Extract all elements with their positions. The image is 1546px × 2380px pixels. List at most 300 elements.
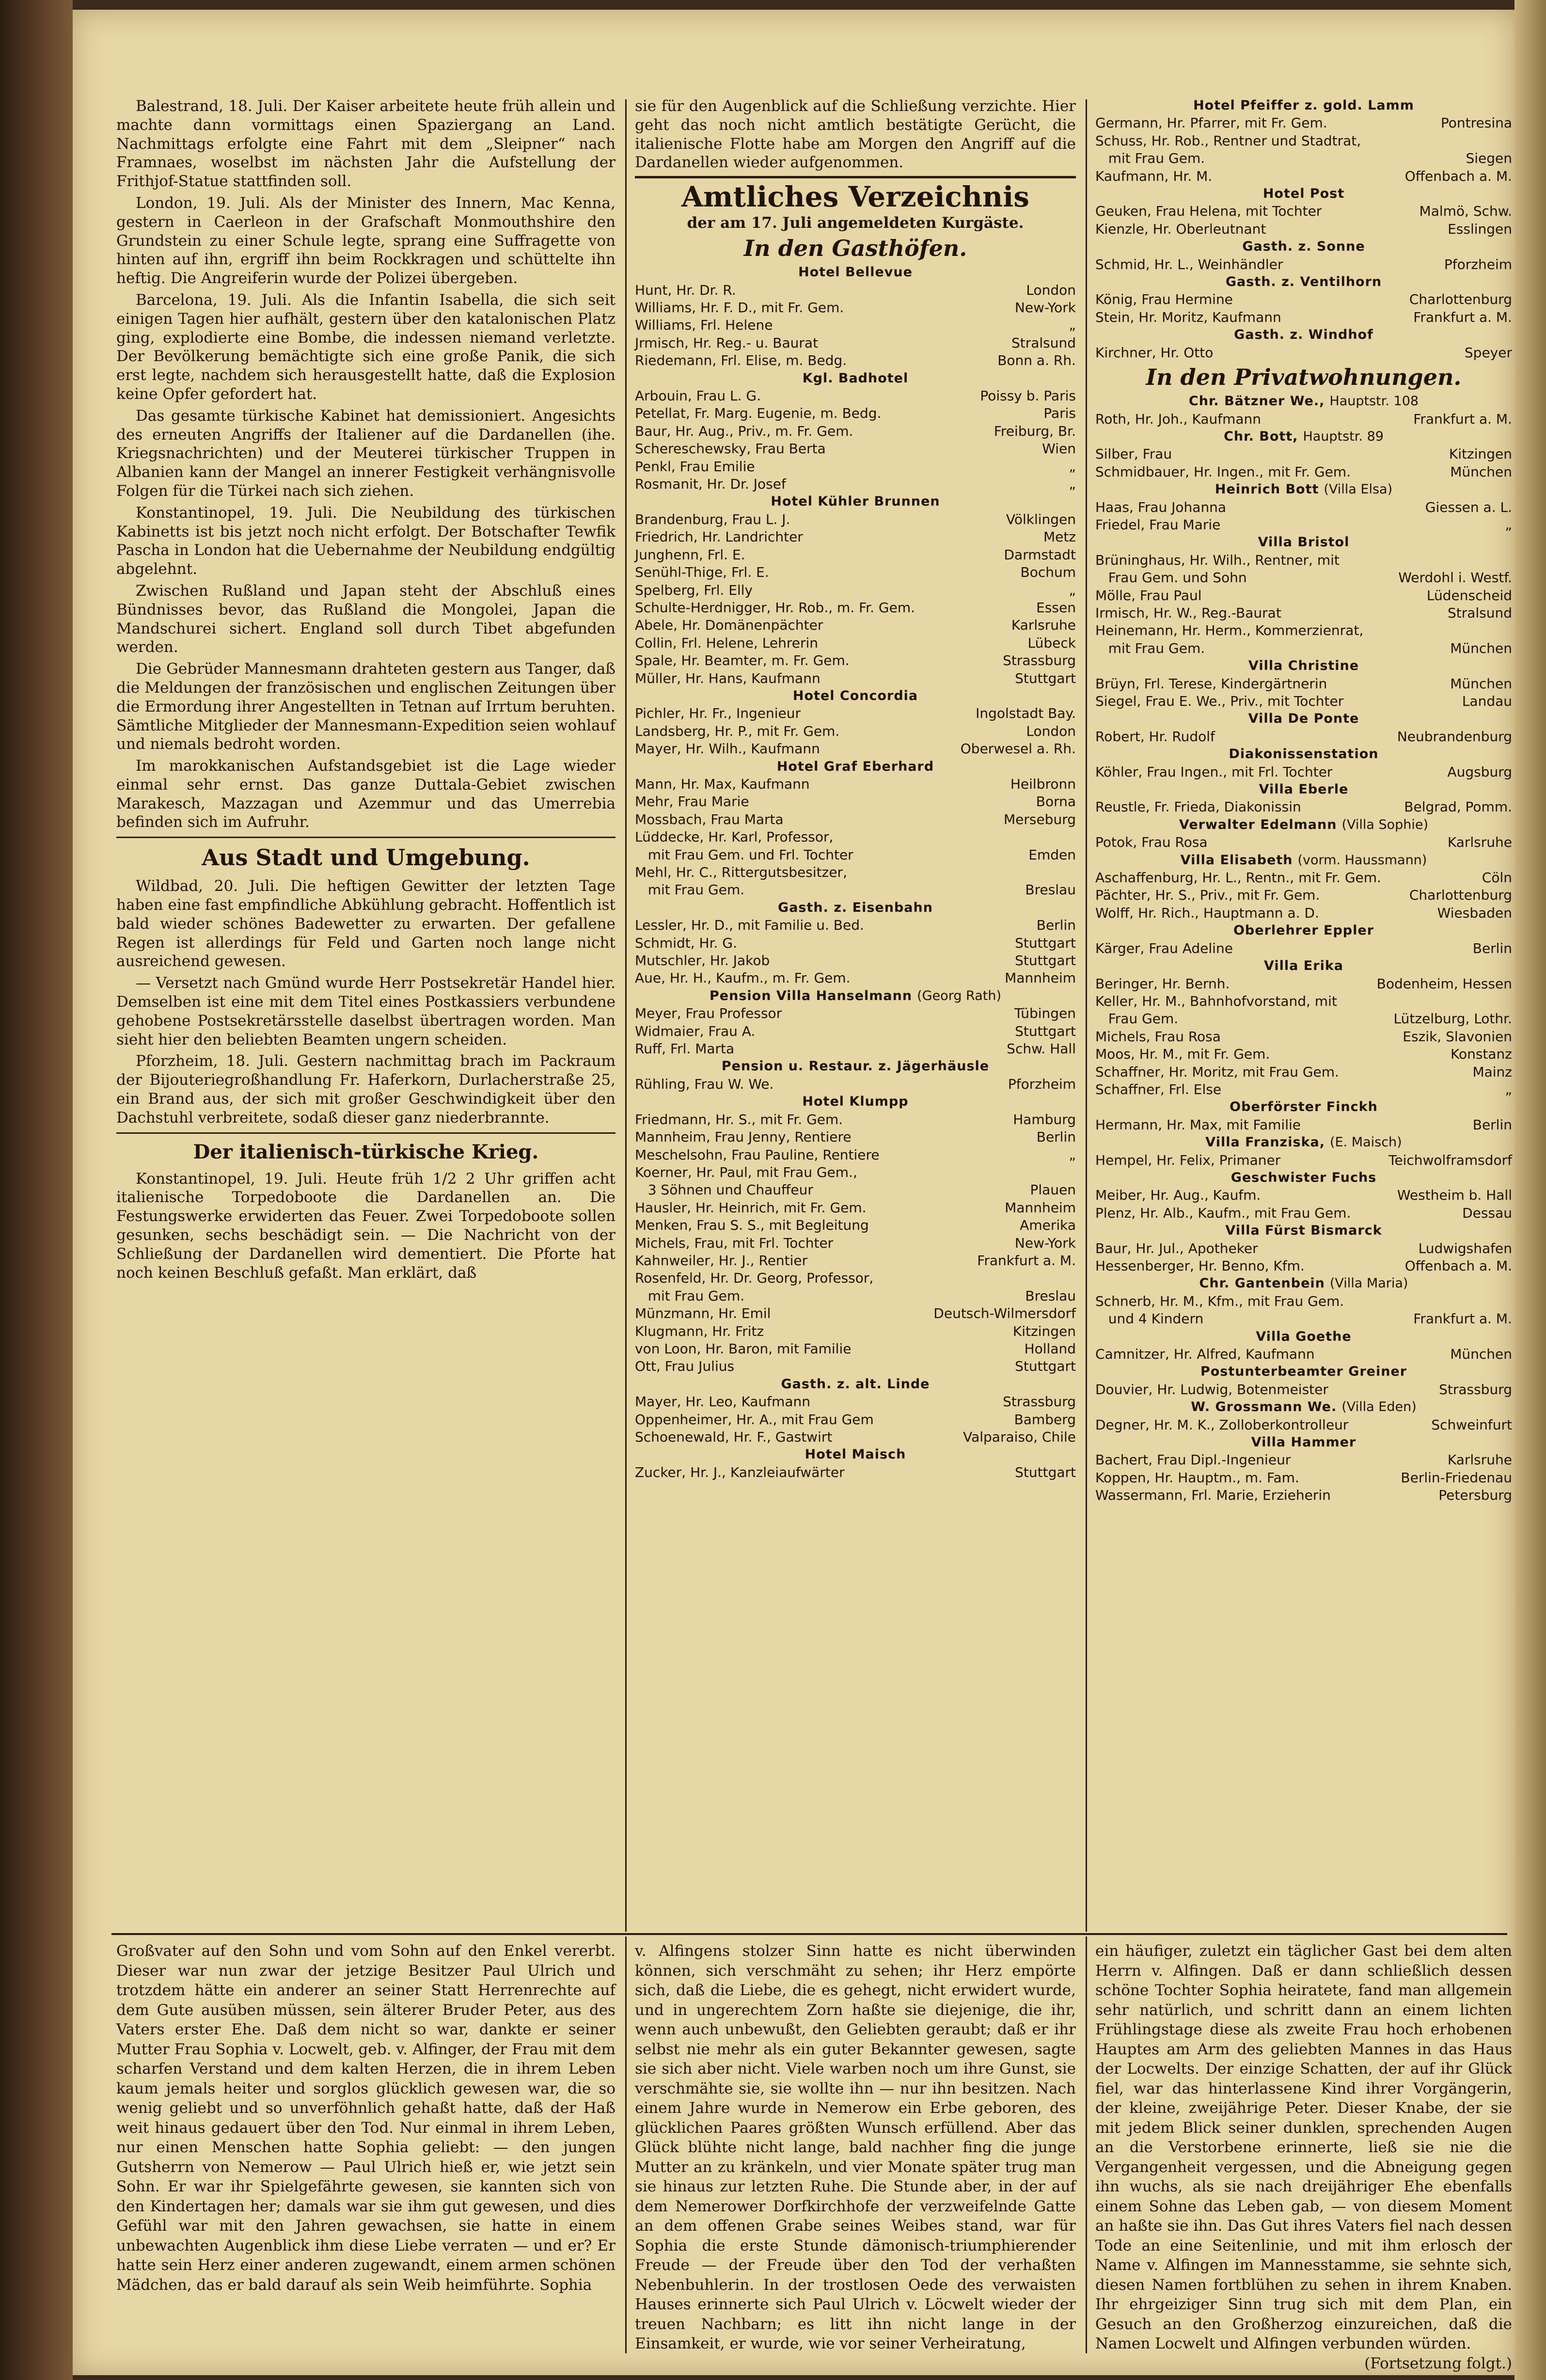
- guest-entry: [1095, 114, 1512, 132]
- guest-entry: [635, 1181, 1076, 1199]
- guest-name: Keller, Hr. M., Bahnhofvorstand, mit: [1095, 993, 1337, 1009]
- guest-name: Mann, Hr. Max, Kaufmann: [635, 776, 810, 792]
- lodging-name: Villa Franziska,: [1205, 1135, 1325, 1150]
- guest-entry: [1095, 975, 1512, 993]
- guest-name: Brandenburg, Frau L. J.: [635, 511, 790, 527]
- serial-novel-column-3: [1095, 1941, 1512, 2372]
- lodging-name: Villa Erika: [1264, 958, 1343, 974]
- lodging-name: Villa Christine: [1248, 658, 1359, 674]
- lodging-heading: [1095, 326, 1512, 344]
- guest-name: Lessler, Hr. D., mit Familie u. Bed.: [635, 917, 864, 934]
- guest-entry: [1095, 1152, 1512, 1169]
- guest-entry: [1095, 940, 1512, 957]
- lodging-heading: [635, 370, 1076, 387]
- lodging-heading: [1095, 1328, 1512, 1346]
- guest-hometown: Stuttgart: [1015, 1464, 1076, 1480]
- lodging-heading: [1095, 238, 1512, 255]
- guest-name: Münzmann, Hr. Emil: [635, 1305, 771, 1322]
- guest-entry: [635, 740, 1076, 758]
- guest-entry: [635, 1411, 1076, 1428]
- guest-hometown: Charlottenburg: [1409, 887, 1512, 904]
- guest-hometown: New-York: [1014, 1235, 1076, 1251]
- guest-entry: [1095, 604, 1512, 622]
- guest-name: Plenz, Hr. Alb., Kaufm., mit Frau Gem.: [1095, 1205, 1351, 1221]
- guest-hometown: Berlin: [1036, 1129, 1076, 1145]
- guest-name: Schoenewald, Hr. F., Gastwirt: [635, 1429, 833, 1445]
- guest-name: Germann, Hr. Pfarrer, mit Fr. Gem.: [1095, 115, 1327, 131]
- guest-entry: [1095, 411, 1512, 428]
- guest-entry: [1095, 256, 1512, 273]
- inn-guest-lists: [1095, 97, 1512, 362]
- lodging-name: W. Grossmann We.: [1191, 1399, 1337, 1415]
- guest-name: Hempel, Hr. Felix, Primaner: [1095, 1152, 1281, 1168]
- lodging-heading: [1095, 1169, 1512, 1187]
- guest-name: Zucker, Hr. J., Kanzleiaufwärter: [635, 1464, 845, 1480]
- guest-entry: [635, 1111, 1076, 1128]
- guest-entry: [635, 864, 1076, 881]
- guest-name: Rosmanit, Hr. Dr. Josef: [635, 476, 786, 492]
- guest-entry: [1095, 728, 1512, 746]
- section-divider: [116, 837, 615, 838]
- news-paragraph: Zwischen Rußland und Japan steht der Abschluß eines Bündnisses bevor, das Rußland die Mongolei, Japan die Mandschurei sichert. England soll durch Tibet abgefunden werden.: [116, 582, 615, 656]
- guest-name: Mannheim, Frau Jenny, Rentiere: [635, 1129, 852, 1145]
- guest-hometown: Teichwolframsdorf: [1388, 1152, 1512, 1168]
- guest-name: Klugmann, Hr. Fritz: [635, 1323, 764, 1339]
- lodging-name: Gasth. z. Eisenbahn: [778, 900, 933, 915]
- lodging-heading: [635, 1058, 1076, 1075]
- guest-hometown: Strassburg: [1439, 1381, 1512, 1397]
- guest-name: und 4 Kindern: [1095, 1311, 1204, 1327]
- guest-hometown: Stuttgart: [1015, 1358, 1076, 1375]
- guest-entry: [635, 952, 1076, 969]
- lodging-name: Hotel Maisch: [805, 1447, 906, 1462]
- guest-hometown: Heilbronn: [1010, 776, 1076, 792]
- news-paragraph: Barcelona, 19. Juli. Als die Infantin Isabella, die sich seit einigen Tagen hier aufhält, gestern über den katalonischen Platz ging, explodierte eine Bombe, die indessen niemand verletzte. Der Bevölkerung bemächtigte sich eine große Panik, die sich erst legte, nachdem sich herausgestellt hatte, daß die Explosion keine Opfer gefordert hat.: [116, 291, 615, 403]
- guest-hometown: Ingolstadt Bay.: [976, 705, 1076, 722]
- guest-entry: [635, 617, 1076, 634]
- guest-entry: [635, 1358, 1076, 1375]
- guest-hometown: Borna: [1036, 793, 1076, 810]
- guest-entry: [1095, 640, 1512, 657]
- guest-hometown: Augsburg: [1447, 763, 1512, 780]
- column-rule-1: [625, 99, 627, 1932]
- guest-entry: [635, 334, 1076, 352]
- guest-name: Menken, Frau S. S., mit Begleitung: [635, 1217, 869, 1234]
- lodging-name: Chr. Bott,: [1224, 428, 1298, 444]
- guest-entry: [635, 1023, 1076, 1040]
- guest-entry: [635, 969, 1076, 987]
- guest-entry: [635, 1287, 1076, 1305]
- guest-name: Koppen, Hr. Hauptm., m. Fam.: [1095, 1469, 1299, 1486]
- guest-entry: [1095, 1346, 1512, 1363]
- lodging-heading: [1095, 534, 1512, 551]
- guest-entry: [1095, 1381, 1512, 1398]
- guest-entry: [635, 476, 1076, 493]
- private-lodging-guest-lists: [1095, 393, 1512, 1505]
- guest-name: Baur, Hr. Aug., Priv., m. Fr. Gem.: [635, 423, 853, 439]
- serial-novel-text: Großvater auf den Sohn und vom Sohn auf den Enkel vererbt. Dieser war nun zwar der jetzige Besitzer Paul Ulrich und trotzdem hätte ein anderer an seiner Statt Herrenrechte auf dem Gute ausüben müssen, sein älterer Bruder Peter, aus des Vaters erster Ehe. Daß dem nicht so war, dankte er seiner Mutter Frau Sophia v. Locwelt, geb. v. Alfinger, der Frau mit dem scharfen Verstand und dem kalten Herzen, die in ihrem Leben kaum jemals heiter und sorglos glücklich gewesen war, die so wenig geliebt und so unverföhnlich gehaßt hatte, daß der Haß weit hinaus gedauert über den Tod. Nur einmal in ihrem Leben, nur einen Menschen hatte Sophia geliebt: — den jungen Gutsherrn von Nemerow — Paul Ulrich hieß er, wie jetzt sein Sohn. Er war ihr Spielgefährte gewesen, sie kannten sich von den Kindertagen her; damals war sie ihm gut gewesen, und dies Gefühl war mit den Jahren gewachsen, sie hatte in einem unbewachten Augenblick ihm diese Liebe verraten — und er? Er hatte sein Herz einer anderen zugewandt, einem armen schönen Mädchen, das er bald darauf als sein Weib heimführte. Sophia: [116, 1942, 615, 2294]
- guest-name: Petellat, Fr. Marg. Eugenie, m. Bedg.: [635, 405, 882, 422]
- guest-name: Friedel, Frau Marie: [1095, 516, 1221, 533]
- guest-hometown: Mannheim: [1005, 1199, 1076, 1216]
- guest-entry: [635, 1076, 1076, 1093]
- guest-hometown: „: [1069, 317, 1076, 333]
- lodging-heading: [1095, 1398, 1512, 1416]
- guest-hometown: „: [1069, 476, 1076, 492]
- guest-entry: [635, 1269, 1076, 1287]
- lodging-name: Hotel Post: [1262, 186, 1345, 202]
- guest-name: Moos, Hr. M., mit Fr. Gem.: [1095, 1046, 1270, 1063]
- guest-name: Reustle, Fr. Frieda, Diakonissin: [1095, 799, 1301, 815]
- guest-hometown: Hamburg: [1013, 1111, 1076, 1127]
- guest-name: mit Frau Gem.: [635, 1287, 745, 1304]
- guest-entry: [1095, 499, 1512, 516]
- guest-entry: [1095, 993, 1512, 1010]
- guest-hometown: Belgrad, Pomm.: [1404, 799, 1512, 815]
- guest-name: Mayer, Hr. Wilh., Kaufmann: [635, 741, 820, 757]
- lodging-heading: [635, 899, 1076, 917]
- guest-entry: [1095, 1257, 1512, 1275]
- guest-entry: [1095, 168, 1512, 185]
- guest-entry: [635, 423, 1076, 440]
- guest-hometown: Frankfurt a. M.: [1413, 309, 1512, 325]
- lodging-name: Hotel Klumpp: [802, 1094, 909, 1110]
- guest-hometown: Plauen: [1030, 1182, 1076, 1198]
- guest-hometown: Strassburg: [1003, 652, 1076, 669]
- guest-name: Pächter, Hr. S., Priv., mit Fr. Gem.: [1095, 887, 1320, 904]
- feuilleton-rule-2: [1086, 1936, 1087, 2353]
- guest-name: von Loon, Hr. Baron, mit Familie: [635, 1340, 852, 1357]
- news-paragraph: London, 19. Juli. Als der Minister des Innern, Mac Kenna, gestern in Caerleon in der Grafschaft Monmouthshire den Grundstein zu einer Schule legte, sprang eine Suffragette von hinten auf ihn, ergriff ihn beim Rockkragen und schüttelte ihn heftig. Die Angreiferin wurde der Polizei übergeben.: [116, 194, 615, 287]
- guest-hometown: Stralsund: [1011, 334, 1076, 351]
- news-paragraph: Die Gebrüder Mannesmann drahteten gestern aus Tanger, daß die Meldungen der französischen und englischen Zeitungen über die Ermordung ihrer Angestellten in Tetnan auf Irrtum beruhten. Sämtliche Mitglieder der Mannesmann-Expedition seien wohlauf und niemals bedroht worden.: [116, 660, 615, 753]
- guest-name: Arbouin, Frau L. G.: [635, 388, 761, 404]
- guest-entry: [1095, 1063, 1512, 1081]
- guest-entry: [1095, 291, 1512, 308]
- guest-name: Wolff, Hr. Rich., Hauptmann a. D.: [1095, 904, 1319, 921]
- guest-name: Mehl, Hr. C., Rittergutsbesitzer,: [635, 864, 847, 880]
- guest-name: Wassermann, Frl. Marie, Erzieherin: [1095, 1487, 1331, 1504]
- guest-list-column-2: [1095, 97, 1512, 1929]
- guest-name: Douvier, Hr. Ludwig, Botenmeister: [1095, 1381, 1328, 1397]
- guest-name: Kärger, Frau Adeline: [1095, 940, 1233, 956]
- lodging-heading: [1095, 97, 1512, 114]
- news-paragraph: Wildbad, 20. Juli. Die heftigen Gewitter der letzten Tage haben eine fast empfindliche Abkühlung gebracht. Hoffentlich ist bald wieder schönes Badewetter zu erwarten. Der gefallene Regen ist allerdings für Feld und Garten noch lange nicht ausreichend gewesen.: [116, 877, 615, 970]
- lodging-name: Postunterbeamter Greiner: [1200, 1364, 1407, 1380]
- guest-hometown: Dessau: [1462, 1205, 1512, 1221]
- guest-name: Schmid, Hr. L., Weinhändler: [1095, 256, 1283, 272]
- guest-entry: [635, 1040, 1076, 1058]
- lodging-name: Gasth. z. alt. Linde: [781, 1376, 930, 1392]
- guest-name: Silber, Frau: [1095, 446, 1172, 462]
- guest-hometown: Freiburg, Br.: [994, 423, 1076, 439]
- guest-name: Oppenheimer, Hr. A., mit Frau Gem: [635, 1411, 874, 1428]
- serial-novel-column-2: [635, 1941, 1076, 2353]
- guest-entry: [635, 387, 1076, 405]
- guest-name: Schnerb, Hr. M., Kfm., mit Frau Gem.: [1095, 1293, 1344, 1309]
- guest-hometown: Karlsruhe: [1011, 617, 1076, 634]
- lodging-name: Heinrich Bott: [1215, 482, 1319, 497]
- guest-entry: [635, 299, 1076, 317]
- lodging-name: Villa Elisabeth: [1180, 852, 1293, 868]
- guest-name: Aschaffenburg, Hr. L., Rentn., mit Fr. Gem.: [1095, 870, 1381, 886]
- news-paragraph: Konstantinopel, 19. Juli. Die Neubildung des türkischen Kabinetts ist bis jetzt noch nicht erfolgt. Der Botschafter Tewfik Pascha in London hat die Uebernahme der Neubildung endgültig abgelehnt.: [116, 504, 615, 578]
- news-articles: [116, 97, 615, 832]
- guest-entry: [1095, 309, 1512, 326]
- guest-hometown: Giessen a. L.: [1425, 499, 1512, 515]
- lodging-heading: [1095, 1275, 1512, 1292]
- guest-entry: [1095, 763, 1512, 781]
- guest-name: Michels, Frau Rosa: [1095, 1028, 1221, 1045]
- lodging-name: Geschwister Fuchs: [1230, 1170, 1377, 1185]
- lodging-heading: [635, 758, 1076, 776]
- guest-hometown: Esslingen: [1448, 221, 1512, 237]
- guest-hometown: Offenbach a. M.: [1404, 168, 1512, 184]
- guest-entry: [635, 917, 1076, 934]
- guest-name: Brüyn, Frl. Terese, Kindergärtnerin: [1095, 675, 1327, 692]
- guest-name: Geuken, Frau Helena, mit Tochter: [1095, 203, 1322, 220]
- guest-entry: [635, 705, 1076, 722]
- guest-name: Mehr, Frau Marie: [635, 793, 749, 810]
- newspaper-page: [73, 10, 1514, 2375]
- lodging-heading: [635, 1446, 1076, 1463]
- guest-hometown: Bochum: [1020, 564, 1076, 581]
- guest-name: Meiber, Hr. Aug., Kaufm.: [1095, 1187, 1261, 1204]
- lodging-heading: [1095, 1098, 1512, 1116]
- guest-hometown: Essen: [1036, 599, 1076, 616]
- guest-name: Frau Gem. und Sohn: [1095, 570, 1247, 586]
- feuilleton-rule: [111, 1933, 1507, 1935]
- lodging-name: Hotel Graf Eberhard: [776, 759, 934, 774]
- guest-hometown: Lützelburg, Lothr.: [1393, 1011, 1512, 1027]
- guest-hometown: Pontresina: [1440, 115, 1512, 131]
- guest-entry: [1095, 1046, 1512, 1063]
- guest-entry: [1095, 344, 1512, 362]
- guest-name: Junghenn, Frl. E.: [635, 546, 745, 563]
- guest-entry: [1095, 798, 1512, 816]
- guest-hometown: Karlsruhe: [1447, 834, 1512, 851]
- guest-name: Rosenfeld, Hr. Dr. Georg, Professor,: [635, 1270, 874, 1286]
- guest-entry: [635, 846, 1076, 864]
- guest-name: König, Frau Hermine: [1095, 291, 1233, 308]
- guest-hometown: Wien: [1042, 441, 1076, 457]
- guest-hometown: Petersburg: [1438, 1487, 1512, 1504]
- guest-entry: [635, 1428, 1076, 1446]
- guest-hometown: Völklingen: [1006, 511, 1076, 527]
- lodging-heading: [1095, 816, 1512, 834]
- guest-hometown: Frankfurt a. M.: [977, 1252, 1076, 1269]
- guest-entry: [635, 1128, 1076, 1146]
- to-be-continued: (Fortsetzung folgt.): [1364, 2354, 1512, 2372]
- guest-hometown: Mainz: [1472, 1063, 1512, 1080]
- guest-hometown: Mannheim: [1005, 970, 1076, 986]
- guest-entry: [1095, 1010, 1512, 1028]
- guest-name: Spale, Hr. Beamter, m. Fr. Gem.: [635, 652, 850, 669]
- guest-hometown: Lübeck: [1027, 635, 1076, 651]
- guest-hometown: Pforzheim: [1008, 1076, 1076, 1092]
- lodging-address: (Georg Rath): [917, 988, 1001, 1003]
- lodging-heading: [635, 493, 1076, 510]
- guest-entry: [1095, 834, 1512, 851]
- guest-name: Hausler, Hr. Heinrich, mit Fr. Gem.: [635, 1199, 867, 1216]
- guest-name: Schereschewsky, Frau Berta: [635, 441, 826, 457]
- guest-name: Spelberg, Frl. Elly: [635, 582, 753, 598]
- lodging-address: (Villa Sophie): [1341, 817, 1429, 832]
- guest-hometown: Karlsruhe: [1447, 1452, 1512, 1468]
- lodging-name: Hotel Bellevue: [798, 265, 913, 280]
- guest-hometown: Frankfurt a. M.: [1413, 411, 1512, 427]
- guest-entry: [635, 317, 1076, 334]
- guest-hometown: Breslau: [1025, 1287, 1076, 1304]
- guest-entry: [635, 1217, 1076, 1234]
- guest-hometown: Paris: [1043, 405, 1076, 422]
- guest-name: Meschelsohn, Frau Pauline, Rentiere: [635, 1146, 880, 1163]
- guest-hometown: Metz: [1043, 529, 1076, 545]
- guest-entry: [635, 582, 1076, 599]
- guest-hometown: Kitzingen: [1012, 1323, 1076, 1339]
- guest-hometown: Bodenheim, Hessen: [1376, 975, 1512, 992]
- lodging-name: Gasth. z. Sonne: [1242, 239, 1365, 254]
- guest-name: 3 Söhnen und Chauffeur: [635, 1182, 813, 1198]
- serial-novel-text: ein häufiger, zuletzt ein täglicher Gast bei dem alten Herrn v. Alfingen. Daß er dann schließlich dessen schöne Tochter Sophia heiratete, fand man allgemein sehr natürlich, und schritt dann an einem lichten Frühlingstage diese als zweite Frau hoch erhobenen Hauptes am Arm des geliebten Mannes in das Haus der Locwelts. Der einzige Schatten, der auf ihr Glück fiel, war das hinterlassene Kind ihrer Vorgängerin, der kleine, zweijährige Peter. Dieser Knabe, der sie mit jedem Blick seiner dunklen, sprechenden Augen an die Verstorbene erinnerte, ließ sie nie die Vergangenheit vergessen, und die Abneigung gegen ihn wuchs, als sie nach dreijähriger Ehe ebenfalls einem Sohne das Leben gab, — von diesem Moment an haßte sie ihn. Das Gut ihres Vaters fiel nach dessen Tode an eine Seitenlinie, und mit ihm erlosch der Name v. Alfingen im Mannesstamme, sie sehnte sich, diesen Namen fortblühen zu sehen in ihrem Knaben. Ihr ehrgeiziger Sinn trug sich mit dem Plan, ein Gesuch an den Großherzog einzureichen, daß die Namen Locwelt und Alfingen verbunden würden.: [1095, 1942, 1512, 2352]
- guest-hometown: Siegen: [1466, 150, 1512, 167]
- guest-entry: [635, 511, 1076, 528]
- guest-name: Michels, Frau, mit Frl. Tochter: [635, 1235, 834, 1251]
- guest-hometown: Wiesbaden: [1437, 904, 1512, 921]
- lodging-heading: [1095, 428, 1512, 445]
- guest-hometown: Speyer: [1464, 344, 1512, 361]
- guest-name: Schmidt, Hr. G.: [635, 935, 737, 951]
- guest-name: Rühling, Frau W. We.: [635, 1076, 774, 1092]
- guest-entry: [635, 1340, 1076, 1358]
- lodging-name: Pension Villa Hanselmann: [710, 988, 913, 1003]
- guest-name: Hunt, Hr. Dr. R.: [635, 282, 736, 298]
- lodging-name: Villa De Ponte: [1248, 711, 1359, 727]
- guest-entry: [1095, 1240, 1512, 1257]
- guest-name: Schaffner, Frl. Else: [1095, 1081, 1222, 1097]
- guest-name: mit Frau Gem.: [1095, 150, 1205, 167]
- guest-entry: [635, 1393, 1076, 1411]
- guest-entry: [635, 793, 1076, 810]
- guest-entry: [1095, 1187, 1512, 1204]
- guest-entry: [1095, 1416, 1512, 1434]
- guest-hometown: Konstanz: [1450, 1046, 1512, 1063]
- guest-hometown: London: [1026, 723, 1076, 739]
- guest-name: Mossbach, Frau Marta: [635, 811, 784, 827]
- lodging-address: (E. Maisch): [1330, 1135, 1402, 1150]
- lodging-heading: [635, 687, 1076, 705]
- lodging-name: Gasth. z. Ventilhorn: [1225, 274, 1382, 290]
- guest-name: Abele, Hr. Domänenpächter: [635, 617, 823, 634]
- guest-entry: [1095, 150, 1512, 167]
- guest-hometown: Stralsund: [1447, 604, 1512, 621]
- guest-hometown: Berlin: [1472, 940, 1512, 956]
- guest-name: Müller, Hr. Hans, Kaufmann: [635, 670, 820, 686]
- guest-hometown: Lüdenscheid: [1426, 587, 1512, 603]
- hotels-section-heading: In den Gasthöfen.: [743, 235, 967, 262]
- guest-entry: [635, 935, 1076, 952]
- guest-entry: [1095, 1310, 1512, 1328]
- guest-hometown: Deutsch-Wilmersdorf: [933, 1305, 1076, 1322]
- guest-hometown: Frankfurt a. M.: [1413, 1311, 1512, 1327]
- lodging-heading: [1095, 1222, 1512, 1239]
- lodging-address: Hauptstr. 89: [1303, 428, 1384, 444]
- lodging-heading: [1095, 852, 1512, 869]
- guest-hometown: Werdohl i. Westf.: [1398, 570, 1512, 586]
- lodging-heading: [635, 264, 1076, 281]
- guest-name: mit Frau Gem.: [635, 882, 745, 898]
- guest-hometown: Berlin: [1036, 917, 1076, 934]
- guest-name: Senühl-Thige, Frl. E.: [635, 564, 769, 581]
- guest-entry: [635, 1323, 1076, 1340]
- news-paragraph: Balestrand, 18. Juli. Der Kaiser arbeitete heute früh allein und machte dann vormittags einen Spaziergang an Land. Nachmittags erfolgte eine Fahrt mit dem „Sleipner“ nach Framnaes, woselbst im nächsten Jahr die Aufstellung der Frithjof-Statue stattfinden soll.: [116, 97, 615, 190]
- guest-name: Schaffner, Hr. Moritz, mit Frau Gem.: [1095, 1063, 1339, 1080]
- guest-hometown: [1072, 1269, 1076, 1287]
- guest-entry: [635, 528, 1076, 546]
- guest-hometown: Merseburg: [1003, 811, 1076, 827]
- guest-entry: [1095, 1116, 1512, 1134]
- guest-name: Jrmisch, Hr. Reg.- u. Baurat: [635, 334, 819, 351]
- guest-hometown: Holland: [1024, 1340, 1076, 1357]
- guest-hometown: Tübingen: [1014, 1005, 1076, 1022]
- guest-entry: [635, 1164, 1076, 1181]
- lodging-heading: [1095, 781, 1512, 798]
- column-rule-2: [1086, 99, 1087, 1932]
- guest-name: Aue, Hr. H., Kaufm., m. Fr. Gem.: [635, 970, 851, 986]
- guest-name: Robert, Hr. Rudolf: [1095, 728, 1215, 745]
- guest-hometown: „: [1069, 582, 1076, 598]
- guest-entry: [635, 723, 1076, 740]
- lodging-heading: [1095, 185, 1512, 203]
- guest-entry: [1095, 569, 1512, 587]
- guest-hometown: Bamberg: [1014, 1411, 1076, 1428]
- guest-hometown: Kitzingen: [1449, 446, 1512, 462]
- guest-name: Heinemann, Hr. Herm., Kommerzienrat,: [1095, 622, 1364, 639]
- lodging-heading: [1095, 710, 1512, 728]
- guest-hometown: Berlin-Friedenau: [1401, 1469, 1512, 1486]
- guest-entry: [635, 828, 1076, 846]
- lodging-address: (Villa Eden): [1341, 1399, 1417, 1415]
- guest-name: Baur, Hr. Jul., Apotheker: [1095, 1240, 1258, 1256]
- lodging-address: (vorm. Haussmann): [1297, 852, 1427, 868]
- guest-name: Hessenberger, Hr. Benno, Kfm.: [1095, 1258, 1305, 1274]
- guest-hometown: [1508, 132, 1512, 150]
- guest-name: mit Frau Gem. und Frl. Tochter: [635, 846, 853, 863]
- guest-entry: [635, 881, 1076, 899]
- guest-entry: [1095, 445, 1512, 463]
- guest-hometown: [1072, 828, 1076, 846]
- lodging-address: Hauptstr. 108: [1329, 394, 1419, 409]
- lodging-name: Chr. Bätzner We.,: [1188, 394, 1325, 409]
- lodging-heading: [1095, 481, 1512, 498]
- local-news-heading: Aus Stadt und Umgebung.: [202, 844, 530, 871]
- lodging-heading: [1095, 746, 1512, 763]
- guest-hometown: [1508, 1293, 1512, 1310]
- guest-entry: [1095, 904, 1512, 922]
- lodging-heading: [635, 1093, 1076, 1111]
- lodging-heading: [1095, 1363, 1512, 1380]
- lodging-heading: [1095, 957, 1512, 975]
- guest-name: Mölle, Frau Paul: [1095, 587, 1202, 603]
- guest-entry: [635, 1199, 1076, 1217]
- guest-name: Mutschler, Hr. Jakob: [635, 952, 770, 969]
- news-paragraph: Pforzheim, 18. Juli. Gestern nachmittag brach im Packraum der Bijouteriegroßhandlung Fr. Haferkorn, Durlacherstraße 25, ein Brand aus, der sich mit großer Geschwindigkeit über den Dachstuhl verbreitete, sodaß dieser ganz niederbrannte.: [116, 1052, 615, 1127]
- guest-entry: [635, 1305, 1076, 1322]
- book-spine: [0, 0, 73, 2380]
- guest-entry: [635, 564, 1076, 581]
- guest-name: Beringer, Hr. Bernh.: [1095, 975, 1230, 992]
- lodging-name: Chr. Gantenbein: [1199, 1276, 1325, 1291]
